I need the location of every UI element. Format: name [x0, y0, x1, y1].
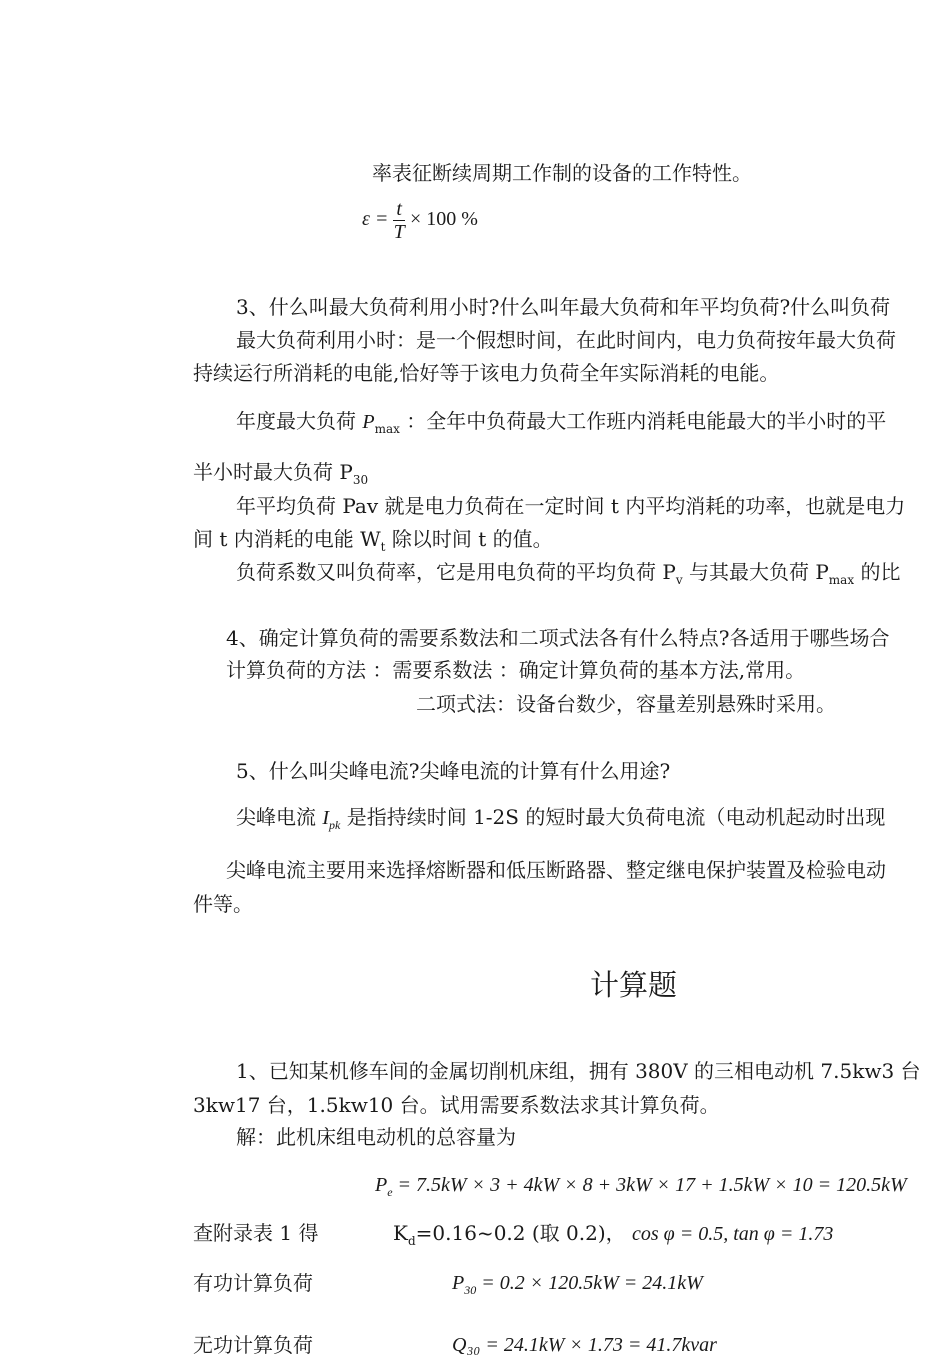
problem-1-line: 1、已知某机修车间的金属切削机床组，拥有 380V 的三相电动机 7.5kw3 台	[236, 1059, 921, 1083]
subscript: v	[675, 573, 683, 587]
total-capacity-equation	[375, 1172, 907, 1198]
label-line: 无功计算负荷	[193, 1333, 313, 1357]
text-line: 持续运行所消耗的电能,恰好等于该电力负荷全年实际消耗的电能。	[193, 361, 780, 385]
subscript: e	[387, 1185, 393, 1199]
text-segment: 半小时最大负荷 P	[193, 460, 353, 484]
text-segment: 与其最大负荷 P	[682, 560, 829, 584]
text-line: 计算负荷的方法 ：需要系数法 ：确定计算负荷的基本方法,常用。	[226, 658, 806, 682]
subscript: t	[380, 540, 386, 554]
text-line: 年平均负荷 Pav 就是电力负荷在一定时间 t 内平均消耗的功率，也就是电力	[236, 494, 906, 518]
subscript: 30	[464, 1283, 477, 1297]
text-segment: ：全年中负荷最大工作班内消耗电能最大的半小时的平	[399, 409, 887, 433]
equation-body: = 7.5kW × 3 + 4kW × 8 + 3kW × 17 + 1.5kW × 10 = 120.5kW	[392, 1174, 907, 1196]
fraction-denominator: T	[393, 221, 405, 243]
reactive-load-equation: Q₃₀ = 24.1kW × 1.73 = 41.7kvar	[452, 1334, 717, 1356]
text-line: 二项式法：设备台数少，容量差别悬殊时采用。	[416, 692, 836, 716]
question-3: 3、什么叫最大负荷利用小时?什么叫年最大负荷和年平均负荷?什么叫负荷	[236, 295, 891, 319]
kd-value	[393, 1220, 833, 1247]
epsilon-formula	[362, 198, 478, 243]
load-factor-line	[236, 559, 900, 585]
text-segment: 尖峰电流	[236, 805, 323, 829]
text-segment: K	[393, 1221, 408, 1245]
text-segment: 除以时间 t 的值。	[385, 527, 553, 551]
text-line: 最大负荷利用小时：是一个假想时间，在此时间内，电力负荷按年最大负荷	[236, 328, 896, 352]
text-segment: 的比	[854, 560, 901, 584]
cos-tan-values: cos φ = 0.5, tan φ = 1.73	[631, 1223, 834, 1245]
peak-current-line	[236, 804, 885, 831]
annual-max-load-line	[236, 408, 886, 435]
subscript: d	[407, 1234, 416, 1248]
text-segment: 年度最大负荷	[236, 409, 363, 433]
formula-lhs: ε =	[362, 208, 389, 231]
variable-i: I	[322, 807, 330, 829]
fraction	[393, 198, 405, 243]
section-title: 计算题	[590, 968, 678, 1002]
fraction-numerator: t	[393, 198, 405, 221]
question-5: 5、什么叫尖峰电流?尖峰电流的计算有什么用途?	[236, 759, 671, 783]
equation-body: = 0.2 × 120.5kW = 24.1kW	[476, 1272, 703, 1294]
variable-p: P	[362, 411, 375, 433]
text-line: 尖峰电流主要用来选择熔断器和低压断路器、整定继电保护装置及检验电动	[226, 858, 886, 882]
subscript: 30	[352, 473, 369, 487]
text-line: 件等。	[193, 892, 253, 916]
question-4: 4、确定计算负荷的需要系数法和二项式法各有什么特点?各适用于哪些场合	[226, 626, 890, 650]
variable-p: P	[452, 1272, 465, 1294]
text-segment: =0.16~0.2 (取 0.2)，	[415, 1221, 626, 1245]
text-segment: 间 t 内消耗的电能 W	[193, 527, 381, 551]
text-segment: 负荷系数又叫负荷率，它是用电负荷的平均负荷 P	[236, 560, 676, 584]
text-segment: 是指持续时间 1-2S 的短时最大负荷电流（电动机起动时出现	[340, 805, 886, 829]
subscript: pk	[329, 818, 341, 832]
label-line: 查附录表 1 得	[193, 1221, 319, 1245]
variable-p: P	[375, 1174, 388, 1196]
subscript: max	[828, 573, 855, 587]
active-load-equation	[452, 1270, 703, 1296]
text-line: 率表征断续周期工作制的设备的工作特性。	[372, 161, 752, 185]
solution-line: 解：此机床组电动机的总容量为	[236, 1125, 516, 1149]
energy-line	[193, 526, 553, 552]
problem-1-line: 3kw17 台，1.5kw10 台。试用需要系数法求其计算负荷。	[193, 1093, 720, 1117]
subscript: max	[374, 422, 400, 436]
label-line: 有功计算负荷	[193, 1271, 313, 1295]
half-hour-max-load-line	[193, 459, 368, 485]
formula-rhs: × 100 %	[409, 208, 478, 231]
